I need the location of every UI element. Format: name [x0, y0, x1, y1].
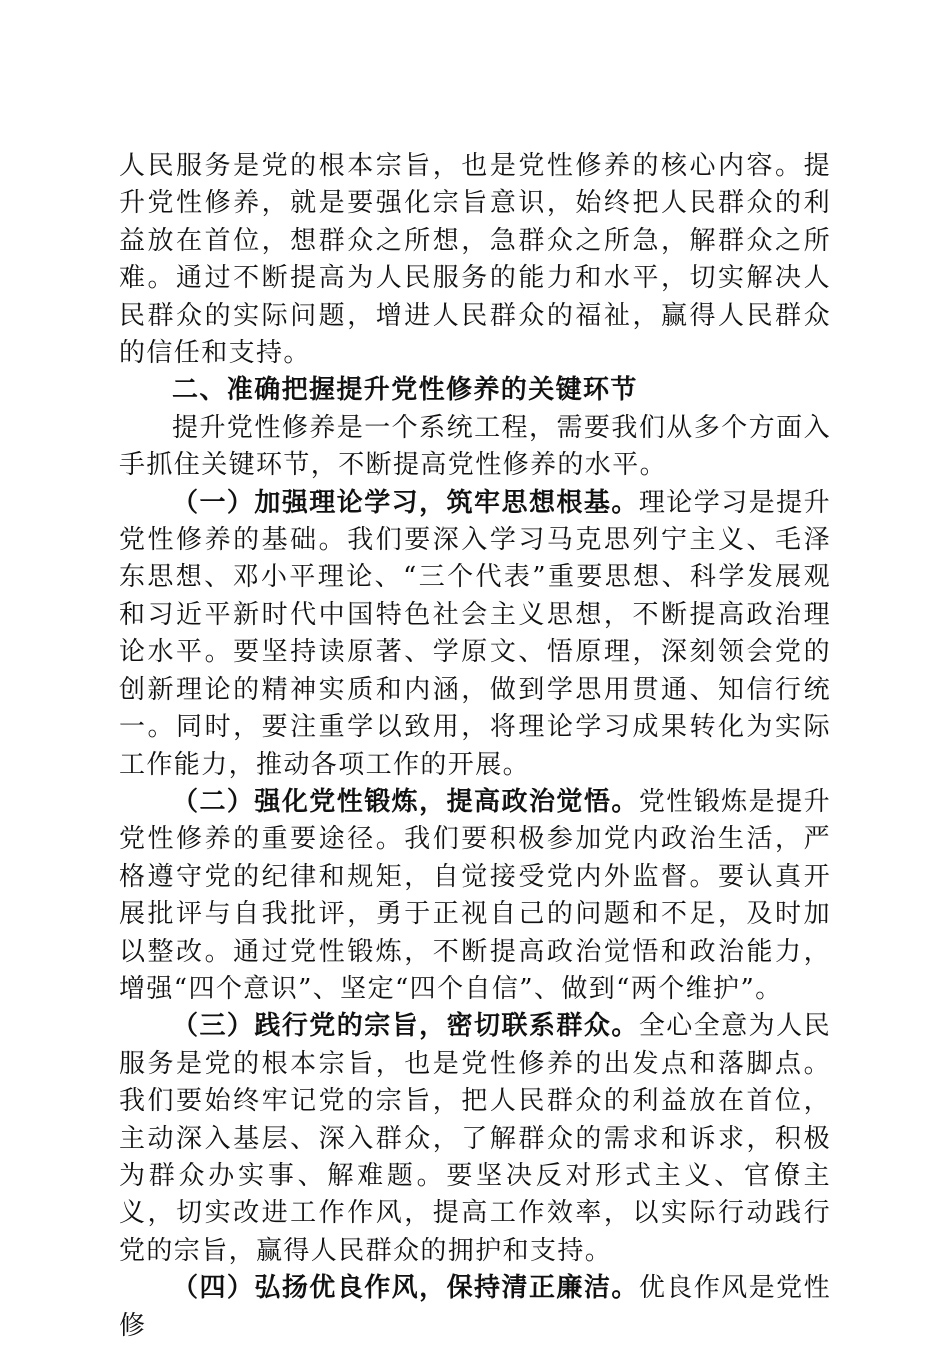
section-heading-2: 二、准确把握提升党性修养的关键环节 — [172, 375, 638, 406]
subsection-lead-4: （四）弘扬优良作风，保持清正廉洁。 — [172, 1273, 639, 1304]
paragraph-fine-style — [119, 1270, 831, 1345]
subsection-body-4: 优良作风是党性修 — [119, 1273, 831, 1341]
paragraph-party-purpose — [119, 1008, 831, 1270]
subsection-lead-1: （一）加强理论学习，筑牢思想根基。 — [172, 487, 639, 518]
subsection-body-1: 理论学习是提升党性修养的基础。我们要深入学习马克思列宁主义、毛泽东思想、邓小平理论、“三个代表”重要思想、科学发展观和习近平新时代中国特色社会主义思想，不断提高政治理论水平。要坚持读原著、学原文、悟原理，深刻领会党的创新理论的精神实质和内涵，做到学思用贯通、知信行统一。同时，要注重学以致用，将理论学习成果转化为实际工作能力，推动各项工作的开展。 — [119, 487, 831, 780]
paragraph-intro: 提升党性修养是一个系统工程，需要我们从多个方面入手抓住关键环节，不断提高党性修养的水平。 — [119, 412, 831, 481]
subsection-lead-3: （三）践行党的宗旨，密切联系群众。 — [172, 1011, 639, 1042]
subsection-lead-2: （二）强化党性锻炼，提高政治觉悟。 — [172, 786, 639, 817]
subsection-body-3: 全心全意为人民服务是党的根本宗旨，也是党性修养的出发点和落脚点。我们要始终牢记党的宗旨，把人民群众的利益放在首位，主动深入基层、深入群众，了解群众的需求和诉求，积极为群众办实事、解难题。要坚决反对形式主义、官僚主义，切实改进工作作风，提高工作效率，以实际行动践行党的宗旨，赢得人民群众的拥护和支持。 — [119, 1011, 831, 1266]
paragraph-service: 人民服务是党的根本宗旨，也是党性修养的核心内容。提升党性修养，就是要强化宗旨意识，始终把人民群众的利益放在首位，想群众之所想，急群众之所急，解群众之所难。通过不断提高为人民服务的能力和水平，切实解决人民群众的实际问题，增进人民群众的福祉，赢得人民群众的信任和支持。 — [119, 151, 831, 369]
subsection-body-2: 党性锻炼是提升党性修养的重要途径。我们要积极参加党内政治生活，严格遵守党的纪律和规矩，自觉接受党内外监督。要认真开展批评与自我批评，勇于正视自己的问题和不足，及时加以整改。通过党性锻炼，不断提高政治觉悟和政治能力，增强“四个意识”、坚定“四个自信”、做到“两个维护”。 — [119, 786, 831, 1004]
paragraph-theory-study — [119, 485, 831, 784]
paragraph-party-training — [119, 784, 831, 1008]
document-body — [119, 148, 831, 1345]
